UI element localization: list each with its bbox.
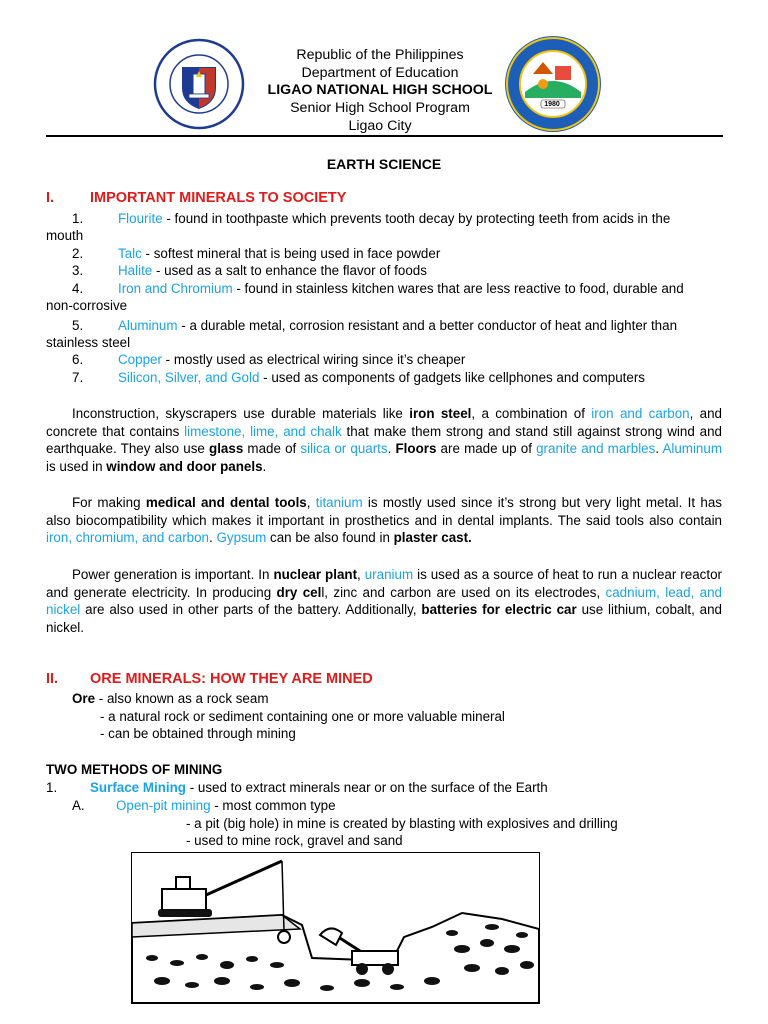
list-item-number: 2. [72, 246, 84, 261]
ore-definition-line-2: - a natural rock or sediment containing one or more valuable mineral [100, 709, 505, 724]
list-item-continuation: non-corrosive [46, 298, 128, 313]
mineral-term: Aluminum [118, 318, 178, 333]
method-a-sub-2: - used to mine rock, gravel and sand [186, 833, 403, 848]
paragraph-construction: Inconstruction, skyscrapers use durable materials like iron steel, a combination of iron and carbon, and concrete that contains limestone, lime, and chalk that make them strong and stand still against strong wind and earthquake. They also use glass made of silica or quarts. Floors are made up of granite and marbles. Aluminum is used in window and door panels. [46, 406, 722, 474]
section-2-title: ORE MINERALS: HOW THEY ARE MINED [90, 671, 373, 687]
header-city: Ligao City [348, 118, 412, 134]
mineral-description: - used as a salt to enhance the flavor of foods [152, 263, 427, 278]
section-1-number: I. [46, 190, 55, 206]
header-divider [46, 135, 723, 137]
method-1-number: 1. [46, 780, 58, 795]
mineral-term: Copper [118, 352, 162, 367]
paragraph-power-generation: Power generation is important. In nuclear plant, uranium is used as a source of heat to run a nuclear reactor and generate electricity. In producing dry cell, zinc and carbon are used on its electrodes, cadnium, lead, and nickel are also used in other parts of the battery. Additionally, batteries for electric car use lithium, cobalt, and nickel. [46, 567, 722, 635]
method-a: Open-pit mining - most common type [116, 798, 336, 813]
list-item-number: 1. [72, 211, 84, 226]
method-a-letter: A. [72, 798, 85, 813]
method-a-sub-1: - a pit (big hole) in mine is created by blasting with explosives and drilling [186, 816, 618, 831]
method-1: Surface Mining - used to extract minerals near or on the surface of the Earth [90, 780, 548, 795]
paragraph-medical-tools: For making medical and dental tools, titanium is mostly used since it’s strong but very light metal. It has also biocompatibility which makes it important in prosthetics and in dental implants. The said tools also contain iron, chromium, and carbon. Gypsum can be also found in plaster cast. [46, 495, 722, 546]
mineral-term: Talc [118, 246, 142, 261]
header-program: Senior High School Program [290, 100, 470, 116]
mineral-description: - softest mineral that is being used in face powder [141, 246, 441, 261]
mineral-description: - mostly used as electrical wiring since it’s cheaper [161, 352, 466, 367]
list-item-number: 3. [72, 263, 84, 278]
ore-term: Ore [72, 691, 96, 706]
school-seal-year: 1980 [544, 101, 560, 108]
list-item-number: 5. [72, 318, 84, 333]
header-department: Department of Education [301, 65, 459, 81]
list-item-continuation: mouth [46, 228, 84, 243]
open-pit-mining-illustration [131, 852, 540, 1004]
list-item-number: 6. [72, 352, 84, 367]
mineral-term: Halite [118, 263, 153, 278]
school-seal-logo [503, 34, 603, 134]
section-2-number: II. [46, 671, 59, 687]
mineral-term: Silicon, Silver, and Gold [118, 370, 260, 385]
mineral-description: - found in stainless kitchen wares that are less reactive to food, durable and [232, 281, 684, 296]
mineral-term: Flourite [118, 211, 163, 226]
mineral-term: Iron and Chromium [118, 281, 233, 296]
method-a-term: Open-pit mining [116, 798, 211, 813]
page-title: EARTH SCIENCE [326, 156, 442, 172]
mineral-description: - found in toothpaste which prevents tooth decay by protecting teeth from acids in the [162, 211, 671, 226]
method-1-term: Surface Mining [90, 780, 186, 795]
list-item-number: 4. [72, 281, 84, 296]
section-1-heading [46, 190, 346, 208]
list-item-number: 7. [72, 370, 84, 385]
ore-definition-line-3: - can be obtained through mining [100, 726, 296, 741]
list-item-continuation: stainless steel [46, 335, 131, 350]
mineral-description: - a durable metal, corrosion resistant and a better conductor of heat and lighter than [177, 318, 678, 333]
section-2-heading [46, 671, 373, 689]
mineral-description: - used as components of gadgets like cellphones and computers [259, 370, 646, 385]
methods-heading: TWO METHODS OF MINING [46, 762, 223, 777]
header-republic: Republic of the Philippines [296, 47, 464, 63]
header-school-name: LIGAO NATIONAL HIGH SCHOOL [267, 82, 493, 98]
ore-definition: Ore - also known as a rock seam [72, 691, 269, 706]
section-1-title: IMPORTANT MINERALS TO SOCIETY [90, 190, 347, 206]
